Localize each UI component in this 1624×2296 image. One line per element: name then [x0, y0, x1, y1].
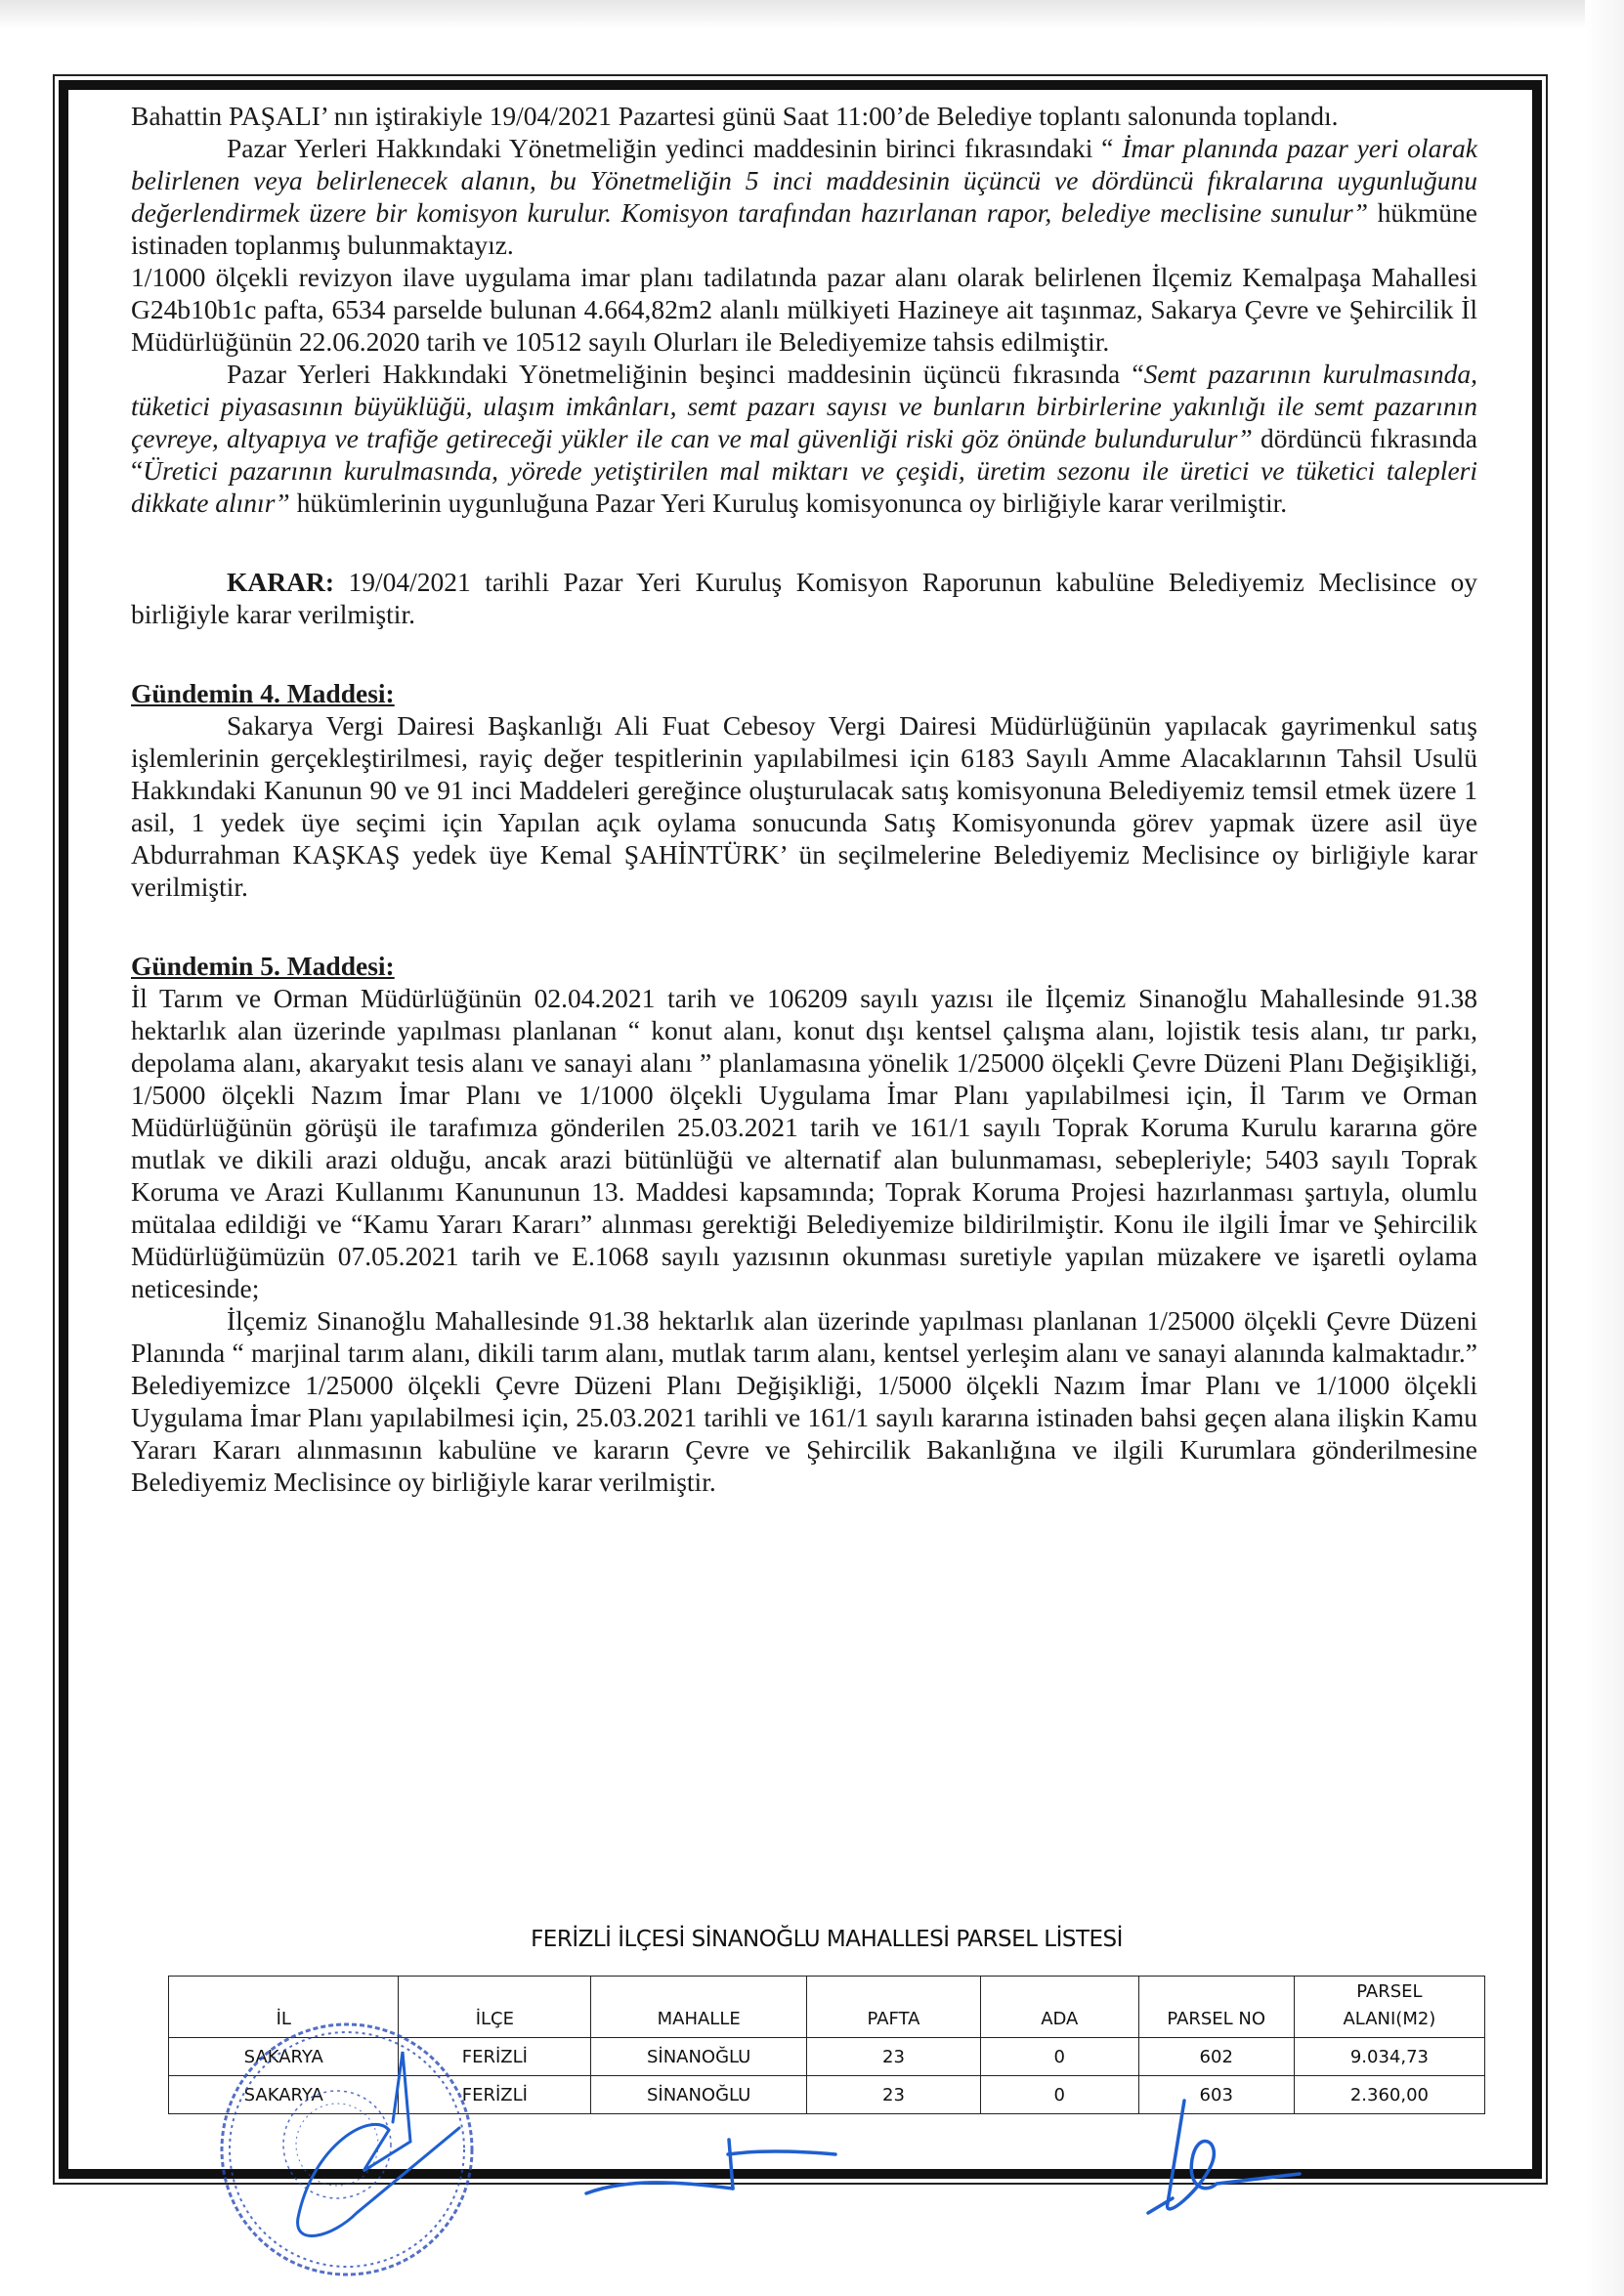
agenda-item-4-text: Sakarya Vergi Dairesi Başkanlığı Ali Fuat Cebesoy Vergi Dairesi Müdürlüğünün yapılacak gayrimenkul satış işlemlerinin gerçekleştirilmesi, rayiç değer tespitlerinin yapılabilmesi için 6183 Sayılı Amme Alacaklarının Tahsil Usulü Hakkındaki Kanunun 90 ve 91 inci Maddeleri gereğince oluşturulacak satış komisyonuna Belediyemiz temsil etmek üzere 1 asil, 1 yedek üye seçimi için Yapılan açık oylama sonucunda Satış Komisyonunda görev yapmak üzere asil üye Abdurrahman KAŞKAŞ yedek üye Kemal ŞAHİNTÜRK’ ün seçilmelerine Belediyemiz Meclisince oy birliğiyle karar verilmiştir.	[131, 710, 1477, 902]
paragraph-decision	[131, 566, 1477, 630]
table-row	[169, 2038, 1485, 2076]
article5-quote-semt: Semt pazarının kurulmasında, tüketici piyasasının büyüklüğü, ulaşım imkânları, semt pazarı sayısı ve bunların birbirlerine yakınlığı ile semt pazarının çevreye, altyapıya ve trafiğe getireceği yükler ile can ve mal güvenliği riski göz önünde bulundurulur”	[131, 359, 1477, 453]
article5-lead: Pazar Yerleri Hakkındaki Yönetmeliğinin beşinci maddesinin üçüncü fıkrasında “	[227, 359, 1144, 389]
header-parsel-alani-text: PARSEL ALANI(M2)	[1343, 1981, 1436, 2029]
spacer	[131, 630, 1477, 677]
spacer	[131, 519, 1477, 566]
cell-il: SAKARYA	[169, 2038, 399, 2076]
regulation-quote: İmar planında pazar yeri olarak belirlenen veya belirlenecek alanın, bu Yönetmeliğin 5 inci maddesinin üçüncü ve dördüncü fıkralarına uygunluğunu değerlendirmek üzere bir komisyon kurulur. Komisyon tarafından hazırlanan rapor, belediye meclisine sunulur”	[131, 133, 1477, 228]
scan-right-edge	[1585, 0, 1624, 2296]
paragraph-market-area: 1/1000 ölçekli revizyon ilave uygulama imar planı tadilatında pazar alanı olarak belirlenen İlçemiz Kemalpaşa Mahallesi G24b10b1c pafta, 6534 parselde bulunan 4.664,82m2 alanlı mülkiyeti Hazineye ait taşınmaz, Sakarya Çevre ve Şehircilik İl Müdürlüğünün 22.06.2020 tarih ve 10512 sayılı Olurları ile Belediyemize tahsis edilmiştir.	[131, 262, 1477, 357]
paragraph-regulation-article-7	[131, 132, 1477, 261]
article5-mid: dördüncü fıkrasında “	[131, 423, 1478, 486]
cell-pafta: 23	[807, 2076, 981, 2114]
cell-ilce: FERİZLİ	[399, 2038, 591, 2076]
header-ilce: İLÇE	[399, 1977, 591, 2038]
header-mahalle: MAHALLE	[591, 1977, 807, 2038]
parcel-table-header-row	[169, 1977, 1485, 2038]
cell-mahalle: SİNANOĞLU	[591, 2038, 807, 2076]
article5-quote-uretici: Üretici pazarının kurulmasında, yörede yetiştirilen mal miktarı ve çeşidi, üretim sezonu ile üretici ve tüketici talepleri dikkate alınır”	[131, 455, 1477, 518]
cell-il: SAKARYA	[169, 2076, 399, 2114]
regulation-lead: Pazar Yerleri Hakkındaki Yönetmeliğin yedinci maddesinin birinci fıkrasındaki “	[227, 133, 1123, 163]
cell-parsel-alani: 2.360,00	[1294, 2076, 1484, 2114]
cell-parsel-no: 603	[1138, 2076, 1294, 2114]
document-body	[131, 100, 1477, 1498]
scan-top-shadow	[0, 0, 1624, 29]
cell-parsel-alani: 9.034,73	[1294, 2038, 1484, 2076]
cell-ada: 0	[980, 2076, 1138, 2114]
decision-label: KARAR:	[227, 567, 334, 597]
agenda-item-5-text-2: İlçemiz Sinanoğlu Mahallesinde 91.38 hektarlık alan üzerinde yapılması planlanan 1/25000 ölçekli Çevre Düzeni Planında “ marjinal tarım alanı, dikili tarım alanı, mutlak tarım alanı, kentsel yerleşim alanı ve sanayi alanında kalmaktadır.” Belediyemizce 1/25000 ölçekli Çevre Düzeni Planı Değişikliği, 1/5000 ölçekli Nazım İmar Planı ve 1/1000 ölçekli Uygulama İmar Planı yapılabilmesi için, 25.03.2021 tarihli ve 161/1 sayılı kararına istinaden bahsi geçen alana ilişkin Kamu Yararı Kararı alınmasının kabulüne ve kararın Çevre ve Şehircilik Bakanlığına ve ilgili Kurumlara gönderilmesine Belediyemiz Meclisince oy birliğiyle karar verilmiştir.	[131, 1305, 1477, 1497]
cell-ada: 0	[980, 2038, 1138, 2076]
cell-mahalle: SİNANOĞLU	[591, 2076, 807, 2114]
paragraph-regulation-article-5	[131, 358, 1477, 519]
paragraph-meeting-intro: Bahattin PAŞALI’ nın iştirakiyle 19/04/2021 Pazartesi günü Saat 11:00’de Belediye toplantı salonunda toplandı.	[131, 101, 1339, 131]
agenda-item-5-text-1: İl Tarım ve Orman Müdürlüğünün 02.04.2021 tarih ve 106209 sayılı yazısı ile İlçemiz Sinanoğlu Mahallesinde 91.38 hektarlık alan üzerinde yapılması planlanan “ konut alanı, konut dışı kentsel çalışma alanı, lojistik tesis alanı, tır parkı, depolama alanı, akaryakıt tesis alanı ve sanayi alanı ” planlamasına yönelik 1/25000 ölçekli Çevre Düzeni Planı Değişikliği, 1/5000 ölçekli Nazım İmar Planı ve 1/1000 ölçekli Uygulama İmar Planı yapılabilmesi için, İl Tarım ve Orman Müdürlüğünün görüşü ile tarafımıza gönderilen 25.03.2021 tarih ve 161/1 sayılı Toprak Koruma Kurulu kararına göre mutlak ve dikili arazi olduğu, ancak arazi bütünlüğü ve alternatif alan bulunmaması, sebepleriyle; 5403 sayılı Toprak Koruma ve Arazi Kullanımı Kanununun 13. Maddesi kapsamında; Toprak Koruma Projesi hazırlanması şartıyla, olumlu mütalaa edildiği ve “Kamu Yararı Kararı” alınması gerektiği Belediyemize bildirilmiştir. Konu ile ilgili İmar ve Şehircilik Müdürlüğümüzün 07.05.2021 tarih ve E.1068 sayılı yazısının okunması suretiyle yapılan müzakere ve işaretli oylama neticesinde;	[131, 983, 1477, 1303]
header-il: İL	[169, 1977, 399, 2038]
cell-ilce: FERİZLİ	[399, 2076, 591, 2114]
parcel-table	[168, 1976, 1485, 2114]
agenda-item-4-heading: Gündemin 4. Maddesi:	[131, 678, 395, 708]
decision-text: 19/04/2021 tarihli Pazar Yeri Kuruluş Komisyon Raporunun kabulüne Belediyemiz Meclisince oy birliğiyle karar verilmiştir.	[131, 567, 1477, 629]
cell-pafta: 23	[807, 2038, 981, 2076]
table-row	[169, 2076, 1485, 2114]
header-pafta: PAFTA	[807, 1977, 981, 2038]
header-parsel-alani	[1294, 1977, 1484, 2038]
parcel-table-title: FERİZLİ İLÇESİ SİNANOĞLU MAHALLESİ PARSEL LİSTESİ	[531, 1927, 1123, 1952]
agenda-item-5-heading: Gündemin 5. Maddesi:	[131, 951, 395, 981]
spacer	[131, 903, 1477, 950]
regulation-tail: hükmüne istinaden toplanmış bulunmaktayız.	[131, 197, 1477, 260]
header-parsel-no: PARSEL NO	[1138, 1977, 1294, 2038]
header-ada: ADA	[980, 1977, 1138, 2038]
cell-parsel-no: 602	[1138, 2038, 1294, 2076]
article5-tail: hükümlerinin uygunluğuna Pazar Yeri Kuruluş komisyonunca oy birliğiyle karar verilmiştir.	[289, 488, 1288, 518]
